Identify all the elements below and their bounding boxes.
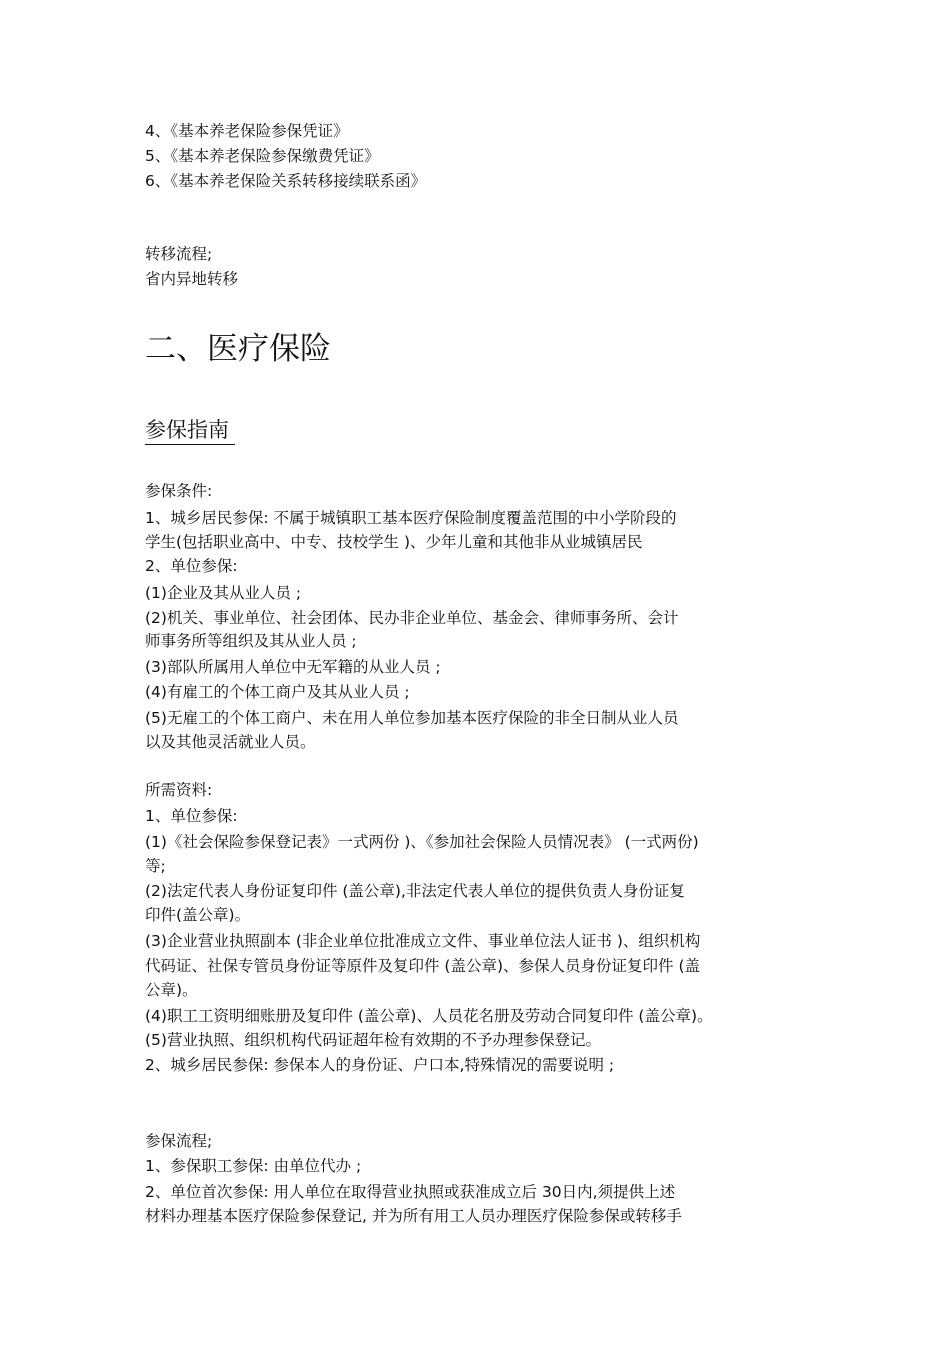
materials-line: (4)职工工资明细账册及复印件 (盖公章)、人员花名册及劳动合同复印件 (盖公章)。 — [145, 1007, 713, 1025]
process-line: 2、单位首次参保: 用人单位在取得营业执照或获准成立后 30日内,须提供上述 — [145, 1183, 676, 1201]
conditions-line: 2、单位参保: — [145, 557, 238, 575]
conditions-line: 学生(包括职业高中、中专、技校学生 )、少年儿童和其他非从业城镇居民 — [145, 533, 643, 551]
materials-line: (5)营业执照、组织机构代码证超年检有效期的不予办理参保登记。 — [145, 1031, 601, 1049]
process-line: 1、参保职工参保: 由单位代办 ; — [145, 1157, 362, 1175]
materials-line: (1)《社会保险参保登记表》一式两份 )、《参加社会保险人员情况表》 (一式两份) — [145, 833, 699, 851]
materials-line: 1、单位参保: — [145, 807, 238, 825]
conditions-line: 师事务所等组织及其从业人员 ; — [145, 632, 357, 650]
conditions-line: (4)有雇工的个体工商户及其从业人员 ; — [145, 683, 410, 701]
materials-line: (2)法定代表人身份证复印件 (盖公章),非法定代表人单位的提供负责人身份证复 — [145, 882, 685, 900]
conditions-line: (2)机关、事业单位、社会团体、民办非企业单位、基金会、律师事务所、会计 — [145, 609, 679, 627]
process-line: 材料办理基本医疗保险参保登记, 并为所有用工人员办理医疗保险参保或转移手 — [145, 1207, 682, 1225]
materials-line: 等; — [145, 857, 166, 875]
pension-doc-item: 5、《基本养老保险参保缴费凭证》 — [145, 147, 380, 165]
section-heading-medical: 二、医疗保险 — [145, 331, 331, 367]
materials-line: 2、城乡居民参保: 参保本人的身份证、户口本,特殊情况的需要说明 ; — [145, 1056, 615, 1074]
transfer-process-subtitle: 省内异地转移 — [145, 270, 239, 288]
conditions-line: 1、城乡居民参保: 不属于城镇职工基本医疗保险制度覆盖范围的中小学阶段的 — [145, 509, 677, 527]
conditions-line: (1)企业及其从业人员 ; — [145, 584, 302, 602]
materials-line: (3)企业营业执照副本 (非企业单位批准成立文件、事业单位法人证书 )、组织机构 — [145, 932, 701, 950]
materials-label: 所需资料: — [145, 781, 213, 799]
conditions-line: (3)部队所属用人单位中无军籍的从业人员 ; — [145, 658, 441, 676]
transfer-process-title: 转移流程; — [145, 245, 213, 263]
process-label: 参保流程; — [145, 1132, 213, 1150]
pension-doc-item: 6、《基本养老保险关系转移接续联系函》 — [145, 172, 427, 190]
pension-doc-item: 4、《基本养老保险参保凭证》 — [145, 122, 349, 140]
materials-line: 代码证、社保专管员身份证等原件及复印件 (盖公章)、参保人员身份证复印件 (盖 — [145, 957, 700, 975]
conditions-label: 参保条件: — [145, 482, 213, 500]
conditions-line: 以及其他灵活就业人员。 — [145, 733, 316, 751]
guide-heading: 参保指南 — [145, 416, 235, 445]
conditions-line: (5)无雇工的个体工商户、未在用人单位参加基本医疗保险的非全日制从业人员 — [145, 709, 679, 727]
materials-line: 印件(盖公章)。 — [145, 906, 251, 924]
materials-line: 公章)。 — [145, 981, 198, 999]
